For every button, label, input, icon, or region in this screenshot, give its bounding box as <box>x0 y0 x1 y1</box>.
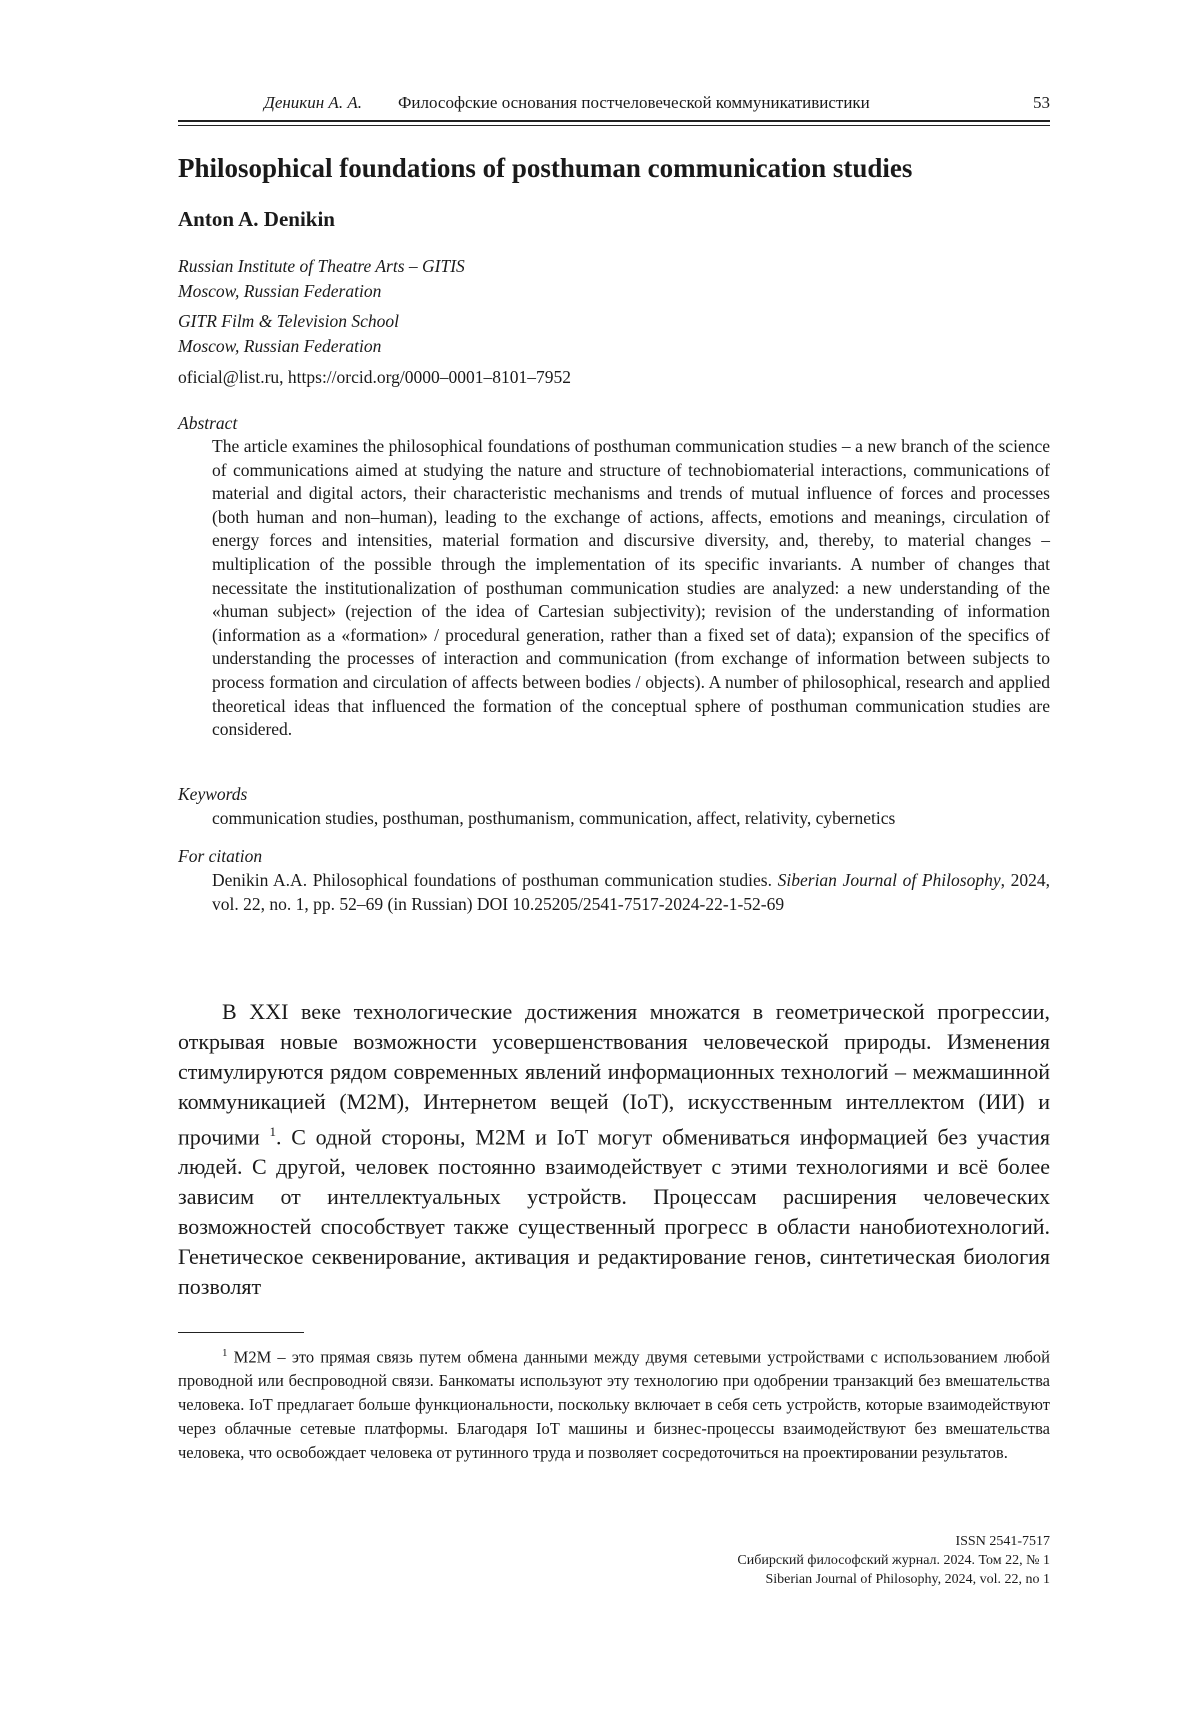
header-rule-thin <box>178 125 1050 126</box>
affiliation-1-city: Moscow, Russian Federation <box>178 281 382 301</box>
affiliation-1-org: Russian Institute of Theatre Arts – GITIS <box>178 256 465 276</box>
affiliation-2-city: Moscow, Russian Federation <box>178 336 382 356</box>
footnote-rule <box>178 1332 304 1333</box>
citation-label: For citation <box>178 846 263 866</box>
abstract-label: Abstract <box>178 413 238 433</box>
footnote-marker: 1 <box>222 1347 228 1359</box>
citation-part2: , 2024, vol. 22, no. 1, pp. 52–69 (in Russian) DOI 10.25205/2541-7517-2024-22-1-52-69 <box>212 870 1051 914</box>
page-footer <box>550 1532 1050 1589</box>
abstract-text: The article examines the philosophical foundations of posthuman communication studies – a new branch of the science of communications aimed at studying the nature and structure of technobiomaterial interactions, communications of material and digital actors, their characteristic mechanisms and trends of mutual influence of forces and processes (both human and non–human), leading to the exchange of actions, affects, emotions and meanings, circulation of energy forces and intensities, material formation and discursive diversity, and, thereby, to material changes – multiplication of the possible through the implementation of its specific invariants. A number of changes that necessitate the institutionalization of posthuman communication studies are analyzed: a new understanding of the «human subject» (rejection of the idea of Cartesian subjectivity); revision of the understanding of information (information as a «formation» / procedural generation, rather than a fixed set of data); expansion of the specifics of understanding the processes of interaction and communication (from exchange of information between subjects to process formation and circulation of affects between bodies / objects). A number of philosophical, research and applied theoretical ideas that influenced the formation of the conceptual sphere of posthuman communication studies are considered. <box>212 436 1050 740</box>
article-title: Philosophical foundations of posthuman communication studies <box>178 153 913 183</box>
contact-line: oficial@list.ru, https://orcid.org/0000–0001–8101–7952 <box>178 367 571 387</box>
keywords-text: communication studies, posthuman, posthumanism, communication, affect, relativity, cybernetics <box>212 808 896 828</box>
citation-part1: Denikin A.A. Philosophical foundations of posthuman communication studies. <box>212 870 778 890</box>
running-head-title: Философские основания постчеловеческой коммуникативистики <box>398 93 870 112</box>
citation-text <box>212 868 1050 916</box>
header-rule-thick <box>178 120 1050 122</box>
footer-issn: ISSN 2541-7517 <box>955 1534 1050 1549</box>
running-head-author: Деникин А. А. <box>264 93 362 112</box>
footnote <box>178 1342 1050 1464</box>
keywords-label: Keywords <box>178 784 248 804</box>
body-part1: В XXI веке технологические достижения множатся в геометрической прогрессии, открывая новые возможности усовершенствования человеческой природы. Изменения стимулируются рядом современных явлений информационных технологий – межмашинной коммуникацией (М2М), Интернетом вещей (IoT), искусственным интеллектом (ИИ) и прочими <box>178 999 1050 1150</box>
body-paragraph <box>178 997 1050 1302</box>
body-part2: . С одной стороны, М2М и IoT могут обмениваться информацией без участия людей. С другой, человек постоянно взаимодействует с этими технологиями и всё более зависим от интеллектуальных устройств. Процессам расширения человеческих возможностей способствует также существенный прогресс в области нанобиотехнологий. Генетическое секвенирование, активация и редактирование генов, синтетическая биология позволят <box>178 1124 1050 1300</box>
footer-journal-en: Siberian Journal of Philosophy, 2024, vol. 22, no 1 <box>765 1572 1050 1587</box>
affiliation-2-org: GITR Film & Television School <box>178 311 400 331</box>
footer-journal-ru: Сибирский философский журнал. 2024. Том 22, № 1 <box>737 1553 1050 1568</box>
citation-journal: Siberian Journal of Philosophy <box>777 870 1001 890</box>
footnote-reference[interactable]: 1 <box>269 1124 276 1139</box>
page-number: 53 <box>1033 93 1050 112</box>
footnote-text: М2М – это прямая связь путем обмена данными между двумя сетевыми устройствами с использованием любой проводной или беспроводной связи. Банкоматы используют эту технологию при одобрении транзакций без вмешательства человека. IoT предлагает больше функциональности, поскольку включает в себя сеть устройств, которые взаимодействуют через облачные сетевые платформы. Благодаря IoT машины и бизнес-процессы взаимодействуют без вмешательства человека, что освобождает человека от рутинного труда и позволяет сосредоточиться на проектировании результатов. <box>178 1347 1050 1462</box>
author-name: Anton A. Denikin <box>178 207 335 231</box>
